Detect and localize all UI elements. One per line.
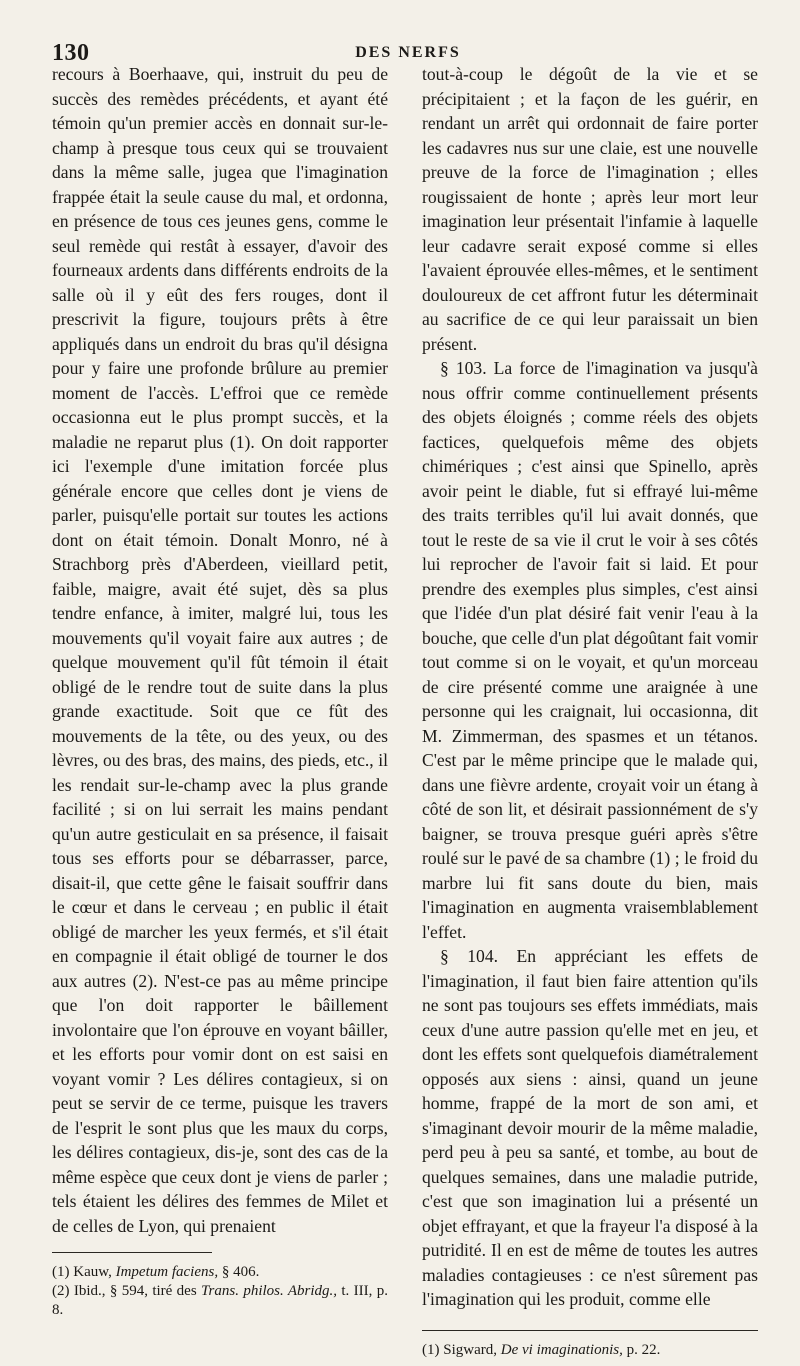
left-paragraph-1: recours à Boerhaave, qui, instruit du peu de succès des remèdes précédents, et ayant été témoin qu'un premier accès en donnait sur-le-champ à presque tous ceux qui se trouvaient dans la même salle, jugea que l'imagination frappée était la seule cause du mal, et ordonna, en présence de tous ces jeunes gens, comme le seul remède qui restât à essayer, d'avoir des fourneaux ardents dans différents endroits de la salle où il y eût des fers rouges, dont il prescrivit la figure, toujours prêts à être appliqués dans un endroit du bras qu'il désigna pour y faire une profonde brûlure au premier moment de l'accès. L'effroi que ce remède occasionna eut le plus prompt succès, et la maladie ne reparut plus (1). On doit rapporter ici l'exemple d'une imitation forcée plus générale encore que celles dont je viens de parler, puisqu'elle portait sur toutes les actions dont on était témoin. Donalt Monro, né à Strachborg près d'Aberdeen, vieillard petit, faible, maigre, avait été sujet, dès sa plus tendre enfance, à imiter, malgré lui, tous les mouvements qu'il voyait faire aux autres ; de quelque mouvement qu'il fût témoin il était obligé de le rendre tout de suite dans la plus grande exactitude. Soit que ce fût des mouvements de la tête, ou des yeux, ou des lèvres, ou des bras, des mains, des pieds, etc., il les rendait sur-le-champ avec la plus grande facilité ; si on lui serrait les mains pendant qu'un autre gesticulait en sa présence, il faisait tous ses efforts pour se débarrasser, parce, disait-il, que cette gêne le faisait souffrir dans le cœur et dans le cerveau ; en public il était obligé de marcher les yeux fermés, et s'il était en compagnie il était obligé de tourner le dos aux autres (2). N'est-ce pas au même principe que l'on doit rapporter le bâillement involontaire que l'on éprouve en voyant bâiller, et les efforts pour vomir dont on est saisi en voyant vomir ? Les délires contagieux, si on peut se servir de ce terme, puisque les travers de l'esprit le sont plus que les maux du corps, les délires contagieux, dis-je, sont des cas de la même espèce que ceux dont je viens de parler ; tels étaient les délires des femmes de Milet et de celles de Lyon, qui prenaient [52,64,388,1236]
left-footnote-2-rest: t. III, p. 8. [52,1283,389,1318]
left-column [52,62,388,1320]
footnote-rule-right [422,1330,758,1331]
left-footnote-1-label: (1) Kauw, [52,1264,112,1280]
right-footnote-1-rest: p. 22. [626,1341,661,1358]
left-footnote-1 [52,1263,388,1282]
footnote-rule-left [52,1252,212,1253]
page-number: 130 [52,40,90,66]
right-footnote-1-label: (1) Sigward, [422,1341,497,1358]
left-footnote-2-title: Trans. philos. Abridg., [201,1283,338,1299]
right-paragraph-3: § 104. En appréciant les effets de l'imagination, il faut bien faire attention qu'ils ne sont pas toujours ses effets immédiats, mais ceux d'une autre passion qu'elle met en jeu, et dont les effets sont quelquefois diamétralement opposés aux siens : ainsi, quand un jeune homme, frappé de la mort de son ami, et s'imaginant devoir mourir de la même maladie, perd peu à peu sa santé, et tombe, au bout de quelques semaines, dans une maladie putride, c'est que son imagination lui a présenté un objet effrayant, et que la frayeur l'a disposé à la putridité. Il en est de même de toutes les autres maladies contagieuses : ce n'est sûrement pas l'imagination qui les produit, comme elle [422,946,758,1309]
left-footnote-1-rest: § 406. [221,1264,260,1280]
right-paragraph-2: § 103. La force de l'imagination va jusqu'à nous offrir comme continuellement présents des objets éloignés ; comme réels des objets factices, quelquefois même des objets chimériques ; c'est ainsi que Spinello, après avoir peint le diable, fut si effrayé lui-même des traits terribles qu'il lui avait donnés, que tout le reste de sa vie il crut le voir à ses côtés lui reprocher de l'avoir fait si laid. Et pour prendre des exemples plus simples, c'est ainsi que l'idée d'un plat désiré fait venir l'eau à la bouche, que celle d'un plat dégoûtant fait vomir tout comme si on le voyait, et qu'un morceau de cire présenté comme une araignée à une personne qui les craignait, lui occasionna, dit M. Zimmerman, des spasmes et un tétanos. C'est par le même principe que le malade qui, dans une fièvre ardente, croyait voir un étang à côté de son lit, et désirait passionnément de s'y baigner, se trouva presque guéri après s'être roulé sur le pavé de sa chambre (1) ; le froid du marbre lui fit sans doute du bien, mais l'imagination en augmenta vraisemblablement l'effet. [422,358,758,942]
left-footnote-2 [52,1282,388,1320]
right-column [422,62,758,1360]
right-footnote-1-title: De vi imaginationis, [500,1341,623,1358]
left-footnote-1-title: Impetum faciens, [115,1264,219,1280]
right-footnote-1 [422,1341,758,1360]
left-footnote-2-label: (2) Ibid., § 594, tiré des [52,1283,197,1299]
right-paragraph-1: tout-à-coup le dégoût de la vie et se précipitaient ; et la façon de les guérir, en rendant un arrêt qui ordonnait de faire porter les cadavres nus sur une claie, est une nouvelle preuve de la force de l'imagination ; elles rougissaient de honte ; après leur mort leur imagination leur présentait l'infamie à laquelle leur cadavre serait exposé comme si elles l'avaient éprouvée elles-mêmes, et le sentiment douloureux de cet affront futur les déterminait au sacrifice de ce qui leur paraissait un bien présent. [422,64,758,354]
running-head: DES NERFS [355,44,461,61]
book-page [52,40,764,1358]
